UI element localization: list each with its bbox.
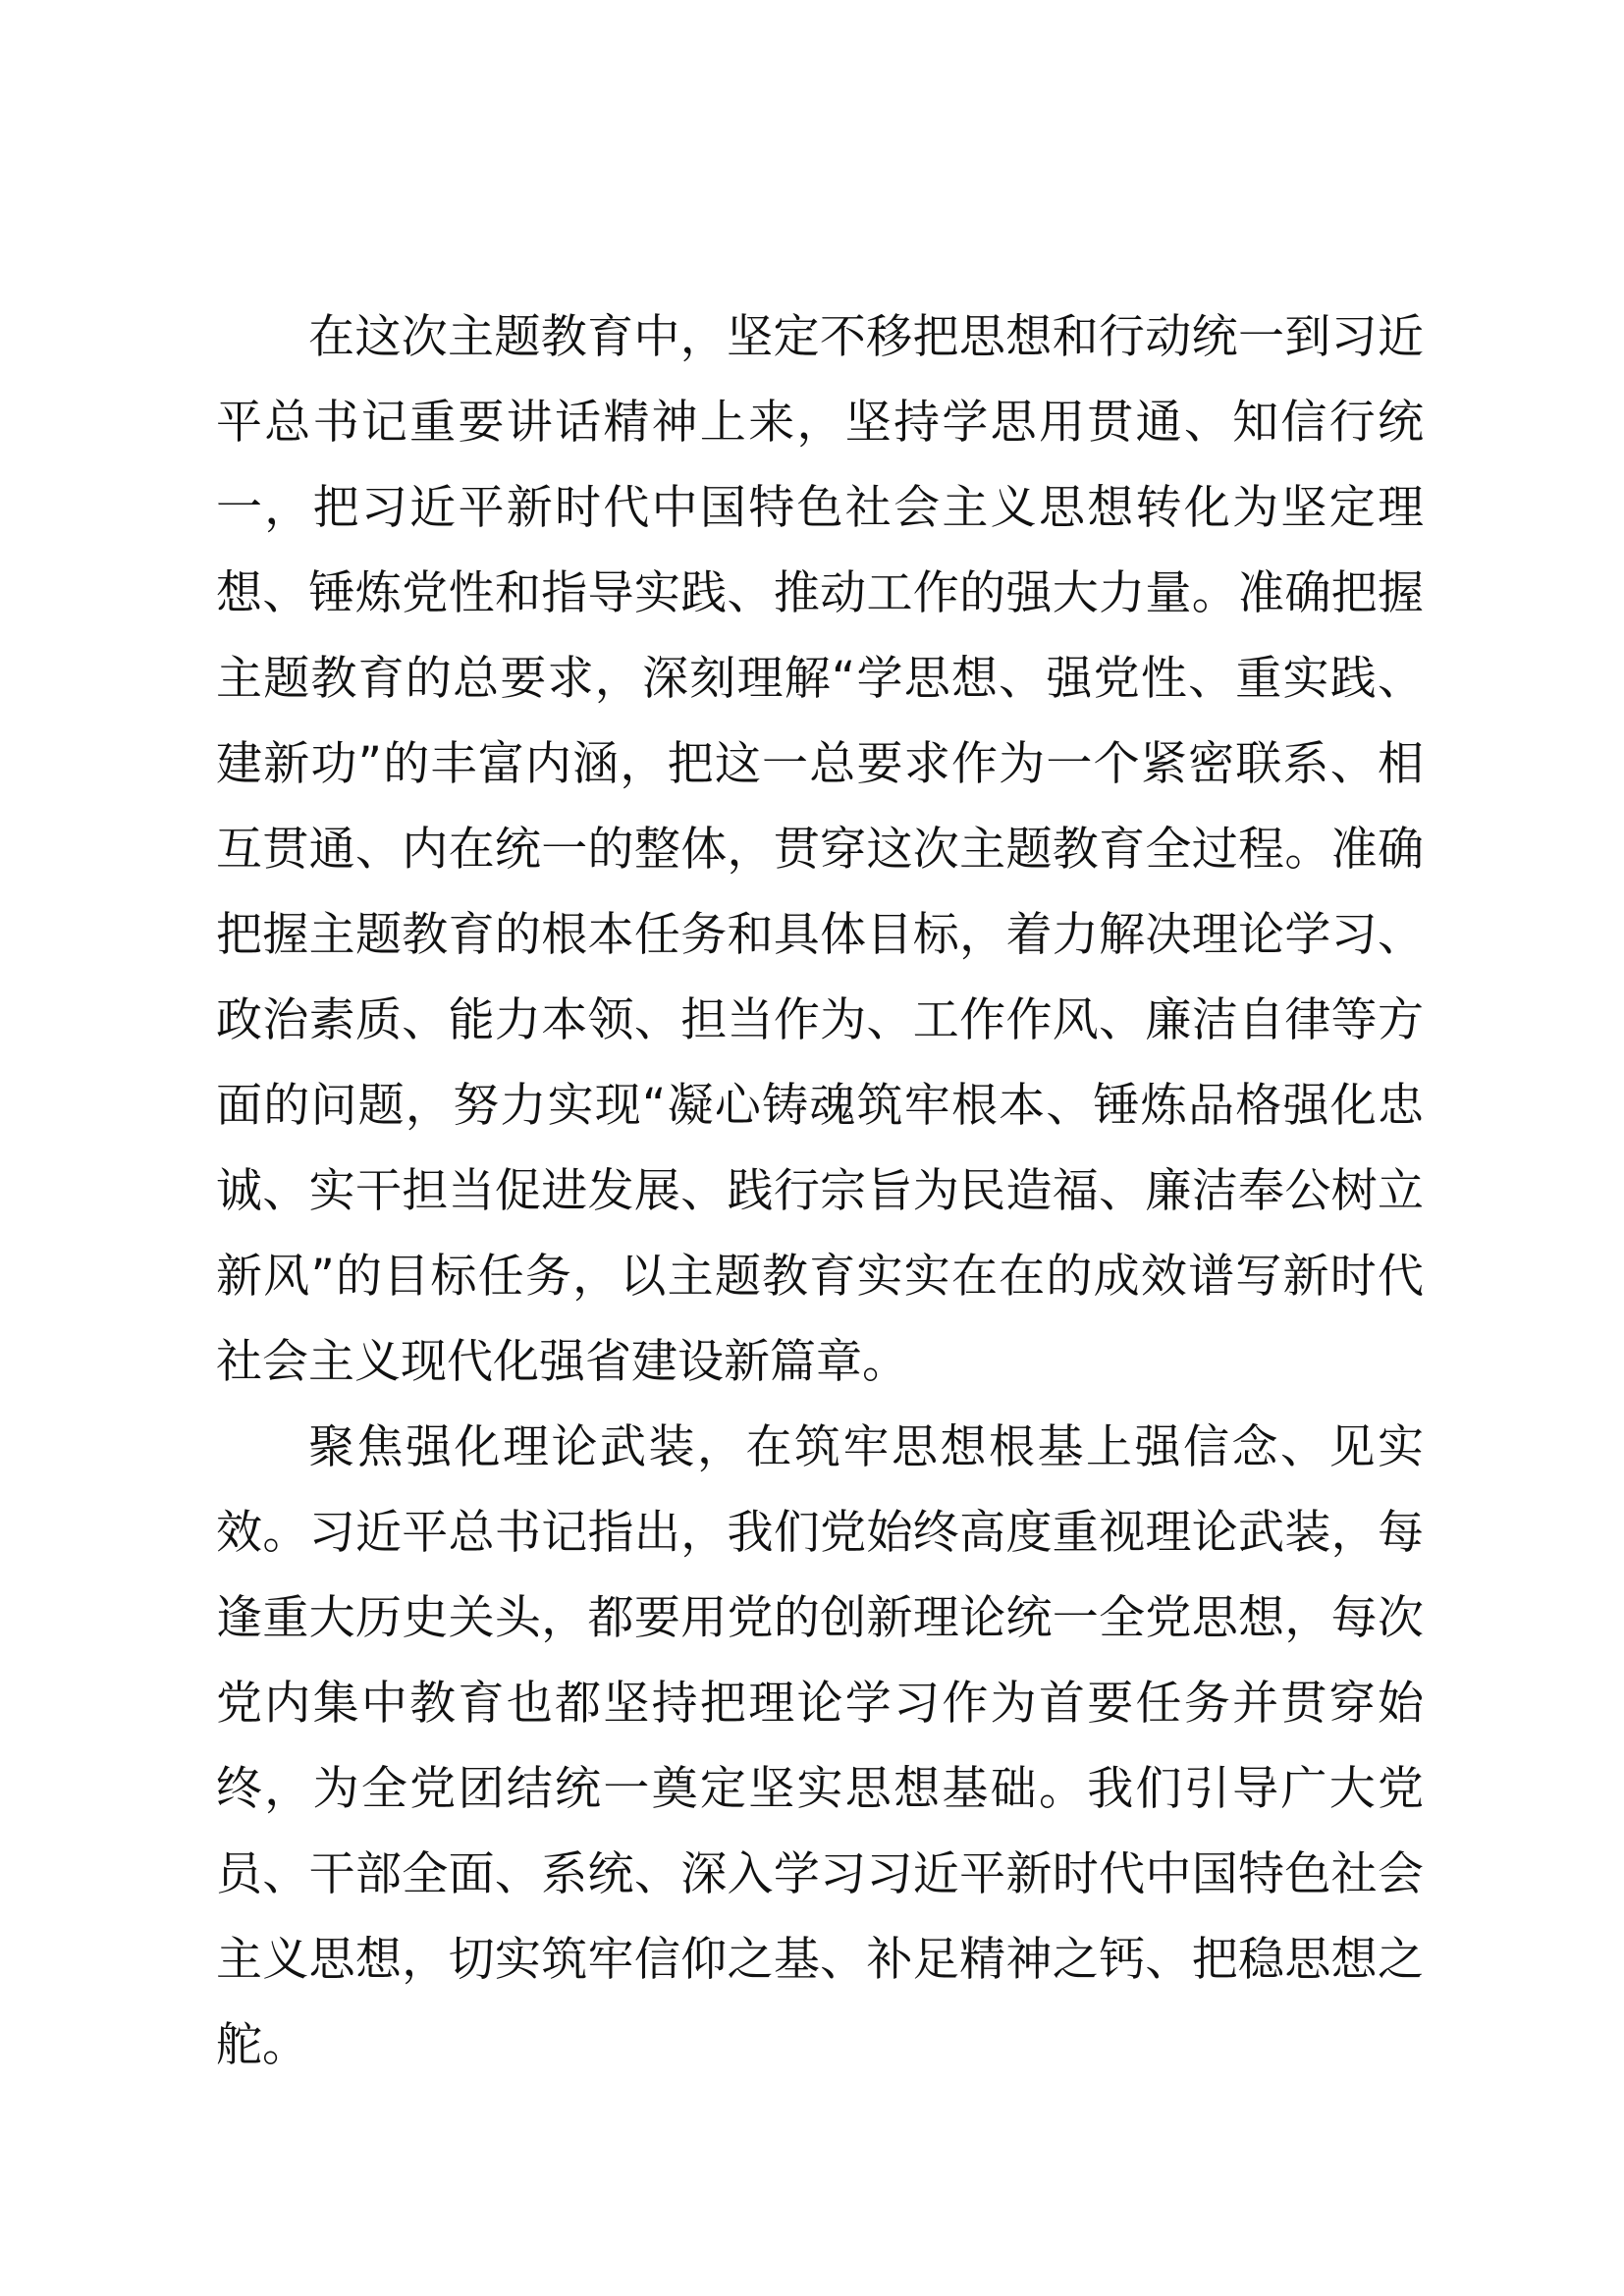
paragraph-theory-arming: 聚焦强化理论武装，在筑牢思想根基上强信念、见实效。习近平总书记指出，我们党始终高度重视理论武装，每逢重大历史关头，都要用党的创新理论统一全党思想，每次党内集中教育也都坚持把理论学习作为首要任务并贯穿始终，为全党团结统一奠定坚实思想基础。我们引导广大党员、干部全面、系统、深入学习习近平新时代中国特色社会主义思想，切实筑牢信仰之基、补足精神之钙、把稳思想之舵。 bbox=[216, 1420, 1424, 2072]
document-body bbox=[216, 294, 1424, 2088]
paragraph-theme-education: 在这次主题教育中，坚定不移把思想和行动统一到习近平总书记重要讲话精神上来，坚持学思用贯通、知信行统一，把习近平新时代中国特色社会主义思想转化为坚定理想、锤炼党性和指导实践、推动工作的强大力量。准确把握主题教育的总要求，深刻理解“学思想、强党性、重实践、建新功”的丰富内涵，把这一总要求作为一个紧密联系、相互贯通、内在统一的整体，贯穿这次主题教育全过程。准确把握主题教育的根本任务和具体目标，着力解决理论学习、政治素质、能力本领、担当作为、工作作风、廉洁自律等方面的问题，努力实现“凝心铸魂筑牢根本、锤炼品格强化忠诚、实干担当促进发展、践行宗旨为民造福、廉洁奉公树立新风”的目标任务，以主题教育实实在在的成效谱写新时代社会主义现代化强省建设新篇章。 bbox=[216, 310, 1424, 1389]
